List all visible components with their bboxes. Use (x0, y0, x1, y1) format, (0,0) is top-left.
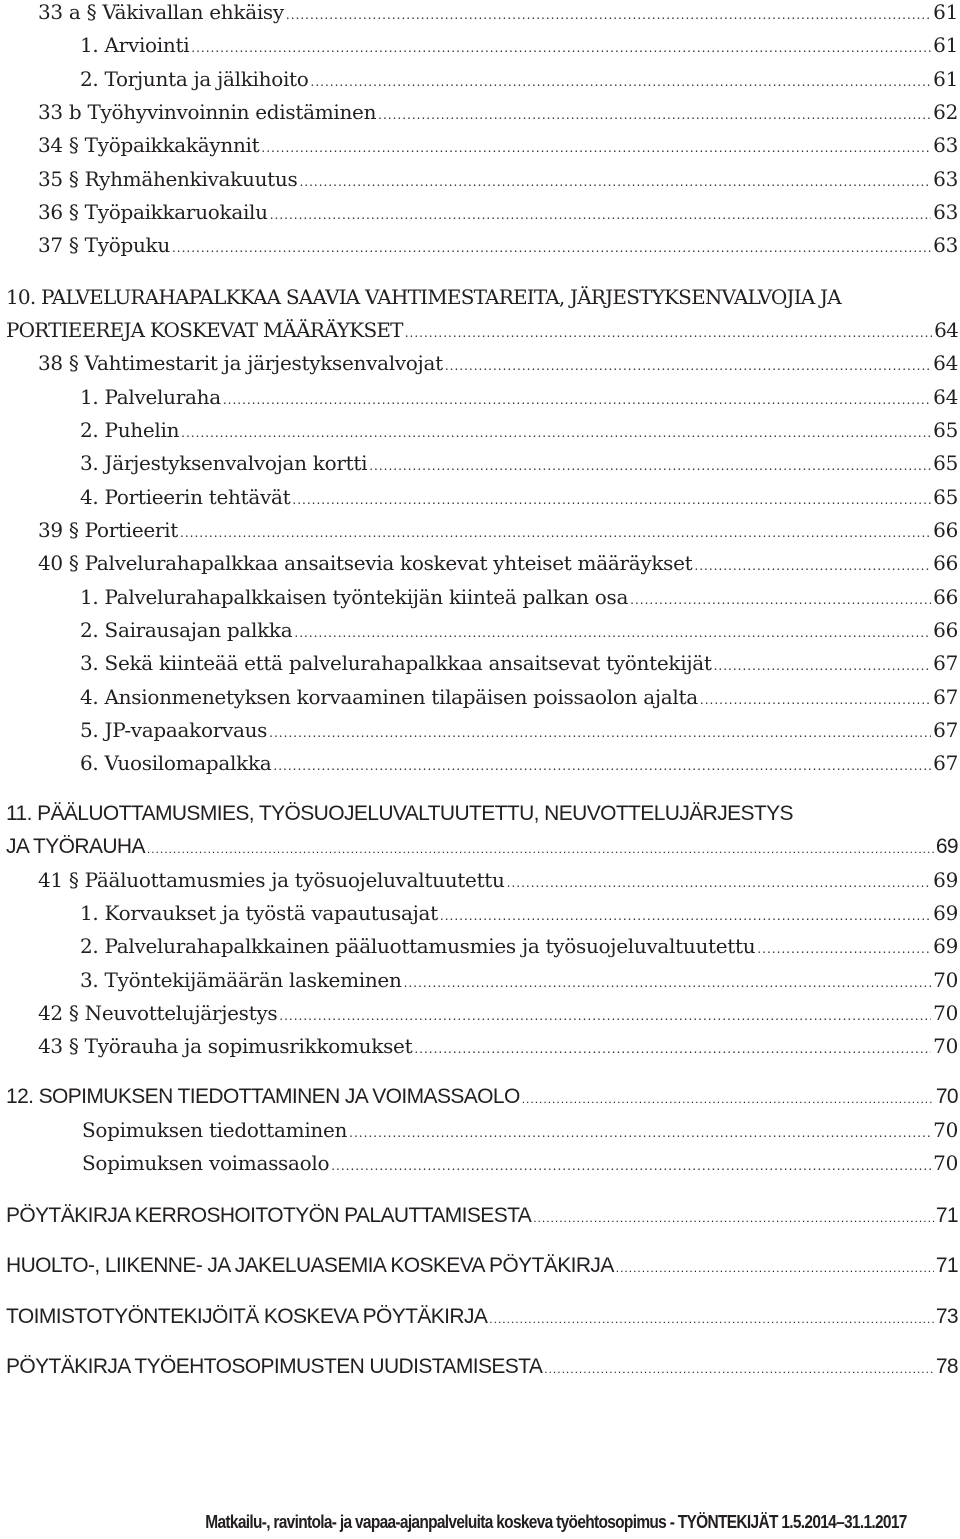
toc-entry (0, 1001, 960, 1031)
toc-page-number: 61 (933, 33, 958, 57)
toc-leader-dots (616, 1261, 934, 1275)
toc-page-number: 64 (934, 318, 958, 342)
toc-page-number: 64 (933, 351, 958, 375)
toc-entry (0, 233, 960, 263)
toc-leader-dots (533, 1211, 934, 1225)
toc-leader-dots (270, 208, 931, 222)
toc-entry (0, 418, 960, 448)
toc-entry-title: 3. Sekä kiinteää että palvelurahapalkkaa ansaitsevat työntekijät (80, 651, 712, 675)
toc-entry-title: Sopimuksen voimassaolo (82, 1151, 330, 1175)
toc-page-number: 73 (935, 1305, 958, 1328)
toc-leader-dots (286, 8, 931, 22)
toc-leader-dots (522, 1092, 934, 1106)
toc-page-number: 65 (933, 418, 958, 442)
toc-entry-title: 3. Järjestyksenvalvojan kortti (80, 451, 368, 475)
toc-page-number: 70 (933, 1034, 958, 1058)
toc-page-number: 71 (935, 1254, 958, 1277)
toc-leader-dots (714, 659, 932, 673)
toc-page-number: 62 (933, 100, 958, 124)
toc-entry (0, 167, 960, 197)
toc-page-number: 63 (933, 167, 958, 191)
toc-leader-dots (147, 842, 934, 856)
toc-entry (0, 285, 960, 315)
toc-entry (0, 318, 960, 348)
toc-leader-dots (489, 1312, 934, 1326)
toc-entry-title: 33 a § Väkivallan ehkäisy (38, 0, 284, 24)
toc-leader-dots (445, 359, 931, 373)
toc-entry (0, 33, 960, 63)
toc-leader-dots (191, 41, 931, 55)
toc-entry (0, 1085, 960, 1115)
toc-entry-title: 42 § Neuvottelujärjestys (38, 1001, 278, 1025)
toc-entry (0, 133, 960, 163)
toc-leader-dots (507, 876, 932, 890)
toc-leader-dots (694, 559, 931, 573)
toc-entry-title: PÖYTÄKIRJA KERROSHOITOTYÖN PALAUTTAMISESTA (6, 1204, 532, 1227)
toc-leader-dots (180, 526, 931, 540)
toc-page-number: 70 (935, 1085, 958, 1108)
toc-entry-title: 12. SOPIMUKSEN TIEDOTTAMINEN JA VOIMASSAOLO (6, 1085, 520, 1108)
toc-page-number: 63 (933, 200, 958, 224)
toc-entry-title: 40 § Palvelurahapalkkaa ansaitsevia koskevat yhteiset määräykset (38, 551, 693, 575)
toc-entry-title: 1. Korvaukset ja työstä vapautusajat (80, 901, 438, 925)
toc-entry-title: 1. Palveluraha (80, 385, 221, 409)
toc-entry (0, 585, 960, 615)
toc-entry-title: 38 § Vahtimestarit ja järjestyksenvalvojat (38, 351, 443, 375)
toc-entry (0, 835, 960, 865)
toc-entry-title: 5. JP-vapaakorvaus (80, 718, 268, 742)
toc-entry-title: 11. PÄÄLUOTTAMUSMIES, TYÖSUOJELUVALTUUTETTU, NEUVOTTELUJÄRJESTYS (6, 802, 793, 825)
toc-entry-title: 3. Työntekijämäärän laskeminen (80, 968, 402, 992)
toc-leader-dots (269, 726, 931, 740)
toc-entry (0, 618, 960, 648)
toc-page-number: 69 (933, 901, 958, 925)
toc-leader-dots (349, 1126, 931, 1140)
toc-entry (0, 651, 960, 681)
toc-entry-title: 2. Palvelurahapalkkainen pääluottamusmies ja työsuojeluvaltuutettu (80, 934, 756, 958)
toc-entry-title: 33 b Työhyvinvoinnin edistäminen (38, 100, 377, 124)
toc-leader-dots (172, 241, 931, 255)
toc-entry-title: 41 § Pääluottamusmies ja työsuojeluvaltuutettu (38, 868, 505, 892)
toc-leader-dots (223, 393, 931, 407)
toc-entry (0, 485, 960, 515)
toc-page-number: 69 (933, 934, 958, 958)
toc-page-number: 70 (933, 1151, 958, 1175)
toc-entry (0, 868, 960, 898)
toc-entry-title: 2. Puhelin (80, 418, 180, 442)
toc-entry-title: PÖYTÄKIRJA TYÖEHTOSOPIMUSTEN UUDISTAMISESTA (6, 1355, 543, 1378)
toc-entry (0, 385, 960, 415)
toc-entry (0, 351, 960, 381)
toc-entry (0, 0, 960, 30)
toc-entry-title: 35 § Ryhmähenkivakuutus (38, 167, 298, 191)
toc-leader-dots (378, 108, 931, 122)
toc-entry (0, 100, 960, 130)
toc-entry-title: 36 § Työpaikkaruokailu (38, 200, 268, 224)
toc-leader-dots (404, 976, 932, 990)
toc-page-number: 66 (933, 551, 958, 575)
toc-entry (0, 1254, 960, 1284)
toc-page-number: 64 (933, 385, 958, 409)
toc-leader-dots (292, 493, 931, 507)
toc-entry (0, 1305, 960, 1335)
toc-page-number: 69 (933, 868, 958, 892)
toc-entry (0, 968, 960, 998)
toc-entry-title: 4. Portieerin tehtävät (80, 485, 291, 509)
toc-entry (0, 751, 960, 781)
toc-leader-dots (261, 141, 931, 155)
toc-entry (0, 1355, 960, 1385)
toc-entry (0, 67, 960, 97)
toc-leader-dots (440, 909, 931, 923)
toc-page-number: 65 (933, 451, 958, 475)
toc-page-number: 66 (933, 518, 958, 542)
toc-entry-title: Sopimuksen tiedottaminen (82, 1118, 348, 1142)
toc-entry (0, 1204, 960, 1234)
toc-entry (0, 451, 960, 481)
toc-entry-title: 34 § Työpaikkakäynnit (38, 133, 260, 157)
toc-entry-title: 43 § Työrauha ja sopimusrikkomukset (38, 1034, 413, 1058)
toc-entry (0, 1034, 960, 1064)
toc-leader-dots (369, 459, 931, 473)
toc-leader-dots (311, 75, 932, 89)
toc-entry (0, 551, 960, 581)
toc-entry (0, 802, 960, 832)
toc-page-number: 61 (933, 0, 958, 24)
toc-page-number: 61 (933, 67, 958, 91)
toc-entry (0, 200, 960, 230)
toc-entry-title: PORTIEEREJA KOSKEVAT MÄÄRÄYKSET (6, 318, 403, 342)
toc-entry-title: 10. PALVELURAHAPALKKAA SAAVIA VAHTIMESTAREITA, JÄRJESTYKSENVALVOJIA JA (6, 285, 841, 309)
toc-entry-title: 4. Ansionmenetyksen korvaaminen tilapäisen poissaolon ajalta (80, 685, 698, 709)
toc-leader-dots (700, 693, 931, 707)
toc-leader-dots (331, 1159, 931, 1173)
toc-leader-dots (630, 593, 931, 607)
toc-page-number: 66 (933, 618, 958, 642)
toc-page-number: 69 (935, 835, 958, 858)
toc-page-number: 78 (935, 1355, 958, 1378)
toc-page-number: 66 (933, 585, 958, 609)
toc-leader-dots (544, 1362, 934, 1376)
toc-entry-title: 39 § Portieerit (38, 518, 179, 542)
toc-entry-title: 6. Vuosilomapalkka (80, 751, 272, 775)
toc-page-number: 70 (933, 968, 958, 992)
toc-entry-title: 37 § Työpuku (38, 233, 170, 257)
toc-entry (0, 518, 960, 548)
toc-entry (0, 934, 960, 964)
toc-leader-dots (299, 175, 931, 189)
toc-page-number: 70 (933, 1118, 958, 1142)
toc-entry (0, 1151, 960, 1181)
toc-entry (0, 685, 960, 715)
toc-leader-dots (294, 626, 931, 640)
toc-page-number: 63 (933, 133, 958, 157)
toc-entry-title: 1. Palvelurahapalkkaisen työntekijän kiinteä palkan osa (80, 585, 629, 609)
toc-entry-title: TOIMISTOTYÖNTEKIJÖITÄ KOSKEVA PÖYTÄKIRJA (6, 1305, 488, 1328)
toc-page-number: 65 (933, 485, 958, 509)
toc-entry-title: 2. Sairausajan palkka (80, 618, 293, 642)
toc-leader-dots (273, 759, 931, 773)
toc-page-number: 67 (933, 718, 958, 742)
toc-entry-title: 1. Arviointi (80, 33, 190, 57)
toc-leader-dots (405, 326, 932, 340)
toc-entry (0, 718, 960, 748)
toc-entry (0, 1118, 960, 1148)
toc-page-number: 70 (933, 1001, 958, 1025)
toc-page-number: 71 (935, 1204, 958, 1227)
toc-leader-dots (181, 426, 931, 440)
toc-page-number: 67 (933, 751, 958, 775)
toc-entry-title: HUOLTO-, LIIKENNE- JA JAKELUASEMIA KOSKEVA PÖYTÄKIRJA (6, 1254, 614, 1277)
toc-page-number: 63 (933, 233, 958, 257)
toc-entry (0, 901, 960, 931)
toc-leader-dots (757, 942, 931, 956)
toc-leader-dots (279, 1009, 931, 1023)
toc-entry-title: 2. Torjunta ja jälkihoito (80, 67, 309, 91)
page-footer: Matkailu-, ravintola- ja vapaa-ajanpalveluita koskeva työehtosopimus - TYÖNTEKIJÄT 1.5.2014–31.1.2017 (205, 1512, 907, 1532)
toc-page-number: 67 (933, 651, 958, 675)
toc-page-number: 67 (933, 685, 958, 709)
toc-leader-dots (414, 1042, 931, 1056)
toc-entry-title: JA TYÖRAUHA (6, 835, 145, 858)
